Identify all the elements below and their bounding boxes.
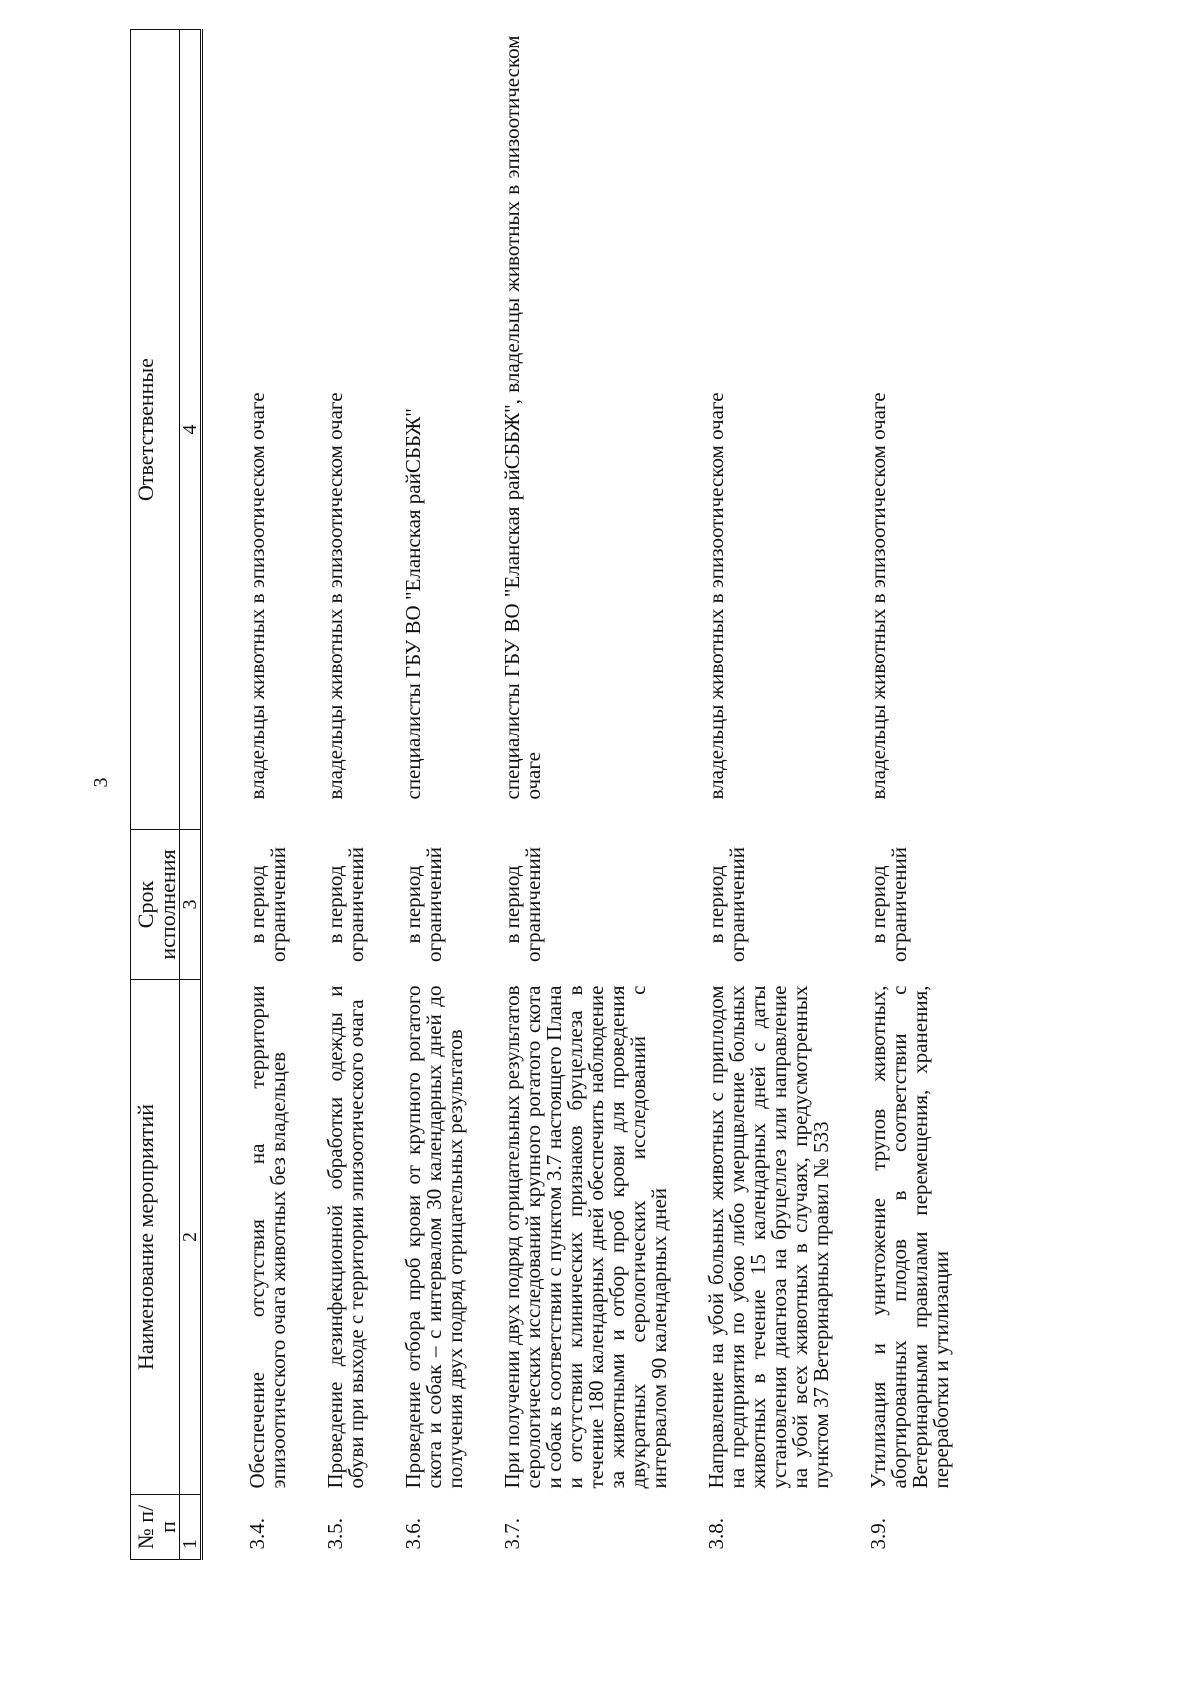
row-number: 3.7. [500,1518,524,1550]
rotated-document-sheet [90,5,1090,1560]
table-column-numbers-row [180,30,202,1560]
deadline: в период ограничений [704,847,749,963]
column-number-2: 2 [180,980,202,1495]
measure-name: Направление на убой больных животных с приплодом на предприятия по убою либо умерщвление больных животных в течение 15 календарных дней с даты установления диагноза на бруцеллез или направление на убой всех животных в случаях, предусмотренных пунктом 37 Ветеринарных правил № 533 [704,985,833,1489]
page-number: 3 [90,777,112,788]
table-row [367,30,466,1560]
row-number: 3.6. [401,1518,425,1550]
deadline: в период ограничений [500,847,545,963]
responsible: специалисты ГБУ ВО "Еланская райСББЖ" [401,408,425,800]
deadline: в период ограничений [323,847,368,963]
row-number: 3.8. [704,1518,728,1550]
responsible: владельцы животных в эпизоотическом очаге [704,392,728,800]
deadline: в период ограничений [401,847,446,963]
responsible: владельцы животных в эпизоотическом очаге [866,392,890,800]
column-number-1: 1 [180,1495,202,1560]
measures-table [130,29,952,1560]
measure-name: Обеспечение отсутствия на территории эпизоотического очага животных без владельцев [245,985,290,1489]
measure-name: Проведение отбора проб крови от крупного рогатого скота и собак – с интервалом 30 календарных дней до получения двух подряд отрицательных результатов [401,985,467,1489]
measure-name: При получении двух подряд отрицательных результатов серологических исследований крупного рогатого скота и собак в соответствии с пунктом 3.7 настоящего Плана и отсутствии клинических признаков бруцеллеза в течение 180 календарных дней обеспечить наблюдение за животными и отбор проб крови для проведения двукратных серологических исследований с интервалом 90 календарных дней [500,985,671,1489]
table-header-row [131,30,180,1560]
table-row [466,30,670,1560]
table-row [202,30,290,1560]
header-measure-name: Наименование мероприятий [131,980,180,1495]
responsible: специалисты ГБУ ВО "Еланская райСББЖ", владельцы животных в эпизоотическом очаге [500,35,545,800]
deadline: в период ограничений [245,847,290,963]
table-row [670,30,832,1560]
row-number: 3.5. [323,1518,347,1550]
measure-name: Утилизация и уничтожение трупов животных, абортированных плодов в соответствии с Ветеринарными правилами перемещения, хранения, переработки и утилизации [866,985,953,1489]
column-number-3: 3 [180,830,202,980]
header-responsible: Ответственные [131,30,180,830]
header-number: № п/п [131,1495,180,1560]
table-row [289,30,367,1560]
measure-name: Проведение дезинфекционной обработки одежды и обуви при выходе с территории эпизоотического очага [323,985,368,1489]
table-row [832,30,952,1560]
responsible: владельцы животных в эпизоотическом очаге [245,392,269,800]
responsible: владельцы животных в эпизоотическом очаге [323,392,347,800]
column-number-4: 4 [180,30,202,830]
row-number: 3.4. [245,1518,269,1550]
row-number: 3.9. [866,1518,890,1550]
header-deadline: Срок исполнения [131,830,180,980]
deadline: в период ограничений [866,847,911,963]
